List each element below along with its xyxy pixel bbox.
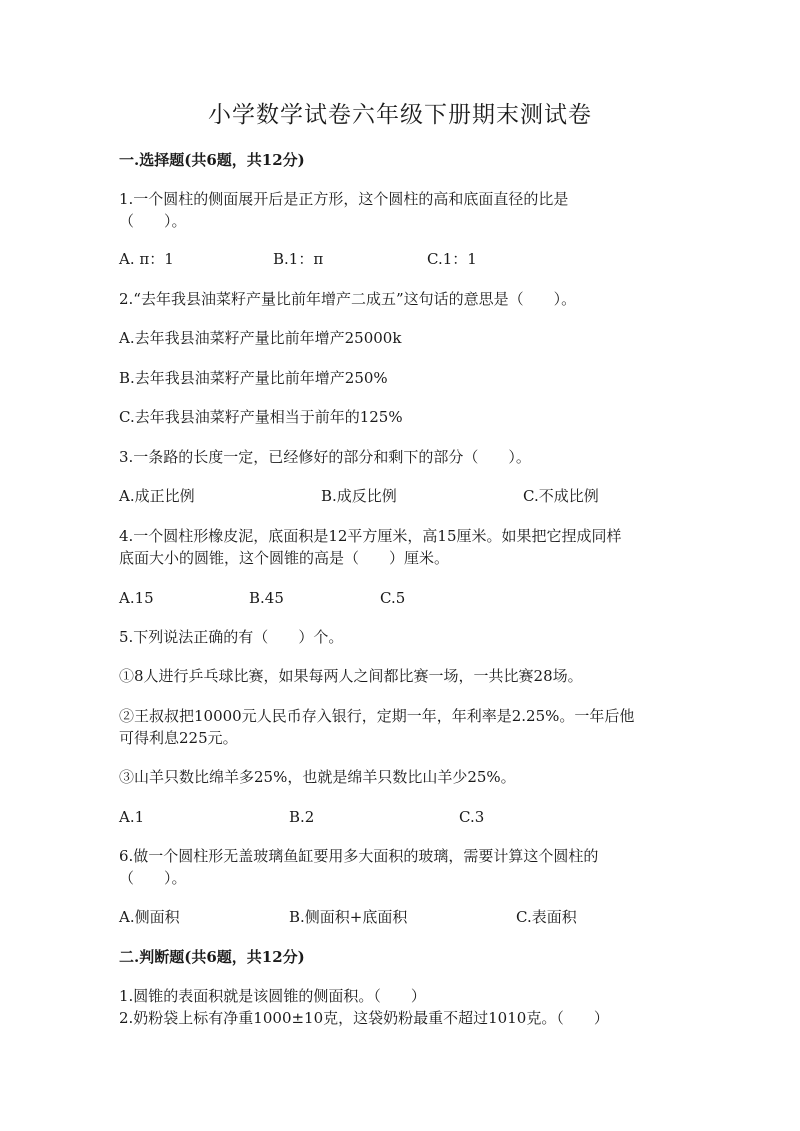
question-5-stem: 5.下列说法正确的有（ ）个。 (119, 628, 344, 646)
question-5-option-b: B.2 (289, 808, 315, 826)
question-4-stem-line2: 底面大小的圆锥，这个圆锥的高是（ ）厘米。 (119, 549, 450, 567)
question-5-option-c: C.3 (459, 808, 485, 826)
question-3-option-a: A.成正比例 (119, 487, 195, 505)
question-1-option-a: A. π：1 (119, 250, 174, 268)
page-title: 小学数学试卷六年级下册期末测试卷 (208, 102, 592, 128)
question-2-stem: 2.“去年我县油菜籽产量比前年增产二成五”这句话的意思是（ ）。 (119, 290, 577, 308)
question-4-option-c: C.5 (380, 589, 406, 607)
question-3-stem: 3.一条路的长度一定，已经修好的部分和剩下的部分（ ）。 (119, 448, 531, 466)
question-6-option-a: A.侧面积 (119, 908, 180, 926)
tf-question-1: 1.圆锥的表面积就是该圆锥的侧面积。（ ） (119, 987, 426, 1005)
question-4-stem-line1: 4.一个圆柱形橡皮泥，底面积是12平方厘米，高15厘米。如果把它捏成同样 (119, 527, 622, 545)
question-5-statement-3: ③山羊只数比绵羊多25%，也就是绵羊只数比山羊少25%。 (119, 768, 516, 786)
tf-question-2: 2.奶粉袋上标有净重1000±10克，这袋奶粉最重不超过1010克。（ ） (119, 1009, 609, 1027)
question-3-option-b: B.成反比例 (321, 487, 397, 505)
question-4-option-b: B.45 (249, 589, 284, 607)
question-6-stem-line1: 6.做一个圆柱形无盖玻璃鱼缸要用多大面积的玻璃，需要计算这个圆柱的 (119, 847, 599, 865)
question-2-option-b: B.去年我县油菜籽产量比前年增产250% (119, 369, 388, 387)
question-6-option-b: B.侧面积+底面积 (289, 908, 408, 926)
question-2-option-c: C.去年我县油菜籽产量相当于前年的125% (119, 408, 403, 426)
question-2-option-a: A.去年我县油菜籽产量比前年增产25000k (119, 329, 402, 347)
question-5-statement-1: ①8人进行乒乓球比赛，如果每两人之间都比赛一场，一共比赛28场。 (119, 667, 583, 685)
question-3-option-c: C.不成比例 (523, 487, 599, 505)
section-heading-multiple-choice: 一.选择题(共6题，共12分) (119, 151, 305, 169)
question-1-stem-line2: （ ）。 (119, 212, 187, 230)
question-6-option-c: C.表面积 (516, 908, 577, 926)
question-1-option-b: B.1：π (273, 250, 324, 268)
question-1-option-c: C.1：1 (427, 250, 477, 268)
question-4-option-a: A.15 (119, 589, 154, 607)
question-5-statement-2-line1: ②王叔叔把10000元人民币存入银行，定期一年，年利率是2.25%。一年后他 (119, 707, 635, 725)
question-1-stem-line1: 1.一个圆柱的侧面展开后是正方形，这个圆柱的高和底面直径的比是 (119, 190, 569, 208)
section-heading-true-false: 二.判断题(共6题，共12分) (119, 948, 305, 966)
question-5-option-a: A.1 (119, 808, 145, 826)
question-6-stem-line2: （ ）。 (119, 869, 187, 887)
question-5-statement-2-line2: 可得利息225元。 (119, 729, 238, 747)
